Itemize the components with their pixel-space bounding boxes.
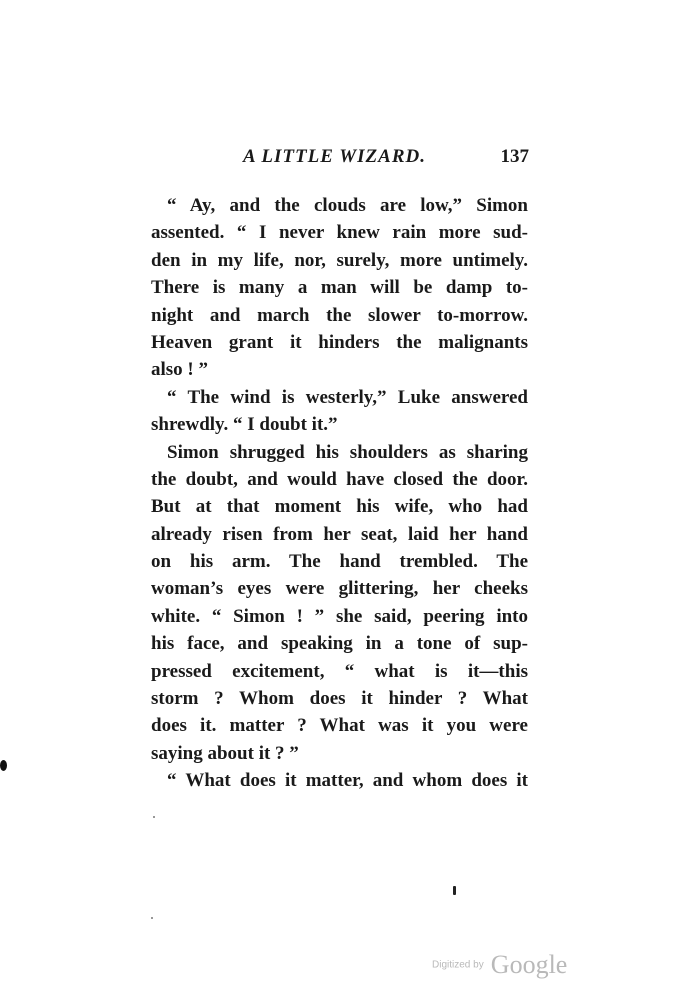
digitized-watermark: [432, 950, 567, 980]
text-line: already risen from her seat, laid her hand: [151, 523, 528, 545]
body-text: [151, 192, 528, 795]
text-line: Heaven grant it hinders the malignants: [151, 331, 528, 353]
text-line: the doubt, and would have closed the door.: [151, 468, 528, 490]
speck: [151, 917, 153, 919]
watermark-brand: Google: [490, 950, 568, 979]
text-line: There is many a man will be damp to-: [151, 277, 528, 299]
text-line: storm ? Whom does it hinder ? What: [151, 688, 528, 710]
text-line: his face, and speaking in a tone of sup-: [151, 633, 528, 655]
text-line: pressed excitement, “ what is it—this: [151, 660, 528, 682]
ink-mark: [453, 886, 456, 895]
text-line: assented. “ I never knew rain more sud-: [151, 222, 528, 244]
text-line: den in my life, nor, surely, more untimely.: [151, 249, 528, 271]
page-number: 137: [500, 146, 529, 167]
text-line: woman’s eyes were glittering, her cheeks: [151, 578, 528, 600]
text-line: does it. matter ? What was it you were: [151, 715, 528, 737]
text-line: Simon shrugged his shoulders as sharing: [167, 441, 528, 463]
text-line: on his arm. The hand trembled. The: [151, 551, 528, 573]
page-header: [243, 146, 529, 176]
text-line: night and march the slower to-morrow.: [151, 304, 528, 326]
watermark-prefix: Digitized by: [432, 959, 484, 971]
running-title: A LITTLE WIZARD.: [243, 146, 426, 167]
text-line: “ Ay, and the clouds are low,” Simon: [167, 195, 528, 216]
speck: [153, 816, 155, 818]
text-line: “ What does it matter, and whom does it: [167, 770, 528, 792]
text-line: But at that moment his wife, who had: [151, 496, 528, 518]
text-line: shrewdly. “ I doubt it.”: [151, 414, 338, 436]
text-line: also ! ”: [151, 359, 208, 381]
ink-smudge: [0, 760, 7, 771]
text-line: saying about it ? ”: [151, 742, 299, 764]
text-line: white. “ Simon ! ” she said, peering into: [151, 605, 528, 627]
text-line: “ The wind is westerly,” Luke answered: [167, 386, 528, 408]
